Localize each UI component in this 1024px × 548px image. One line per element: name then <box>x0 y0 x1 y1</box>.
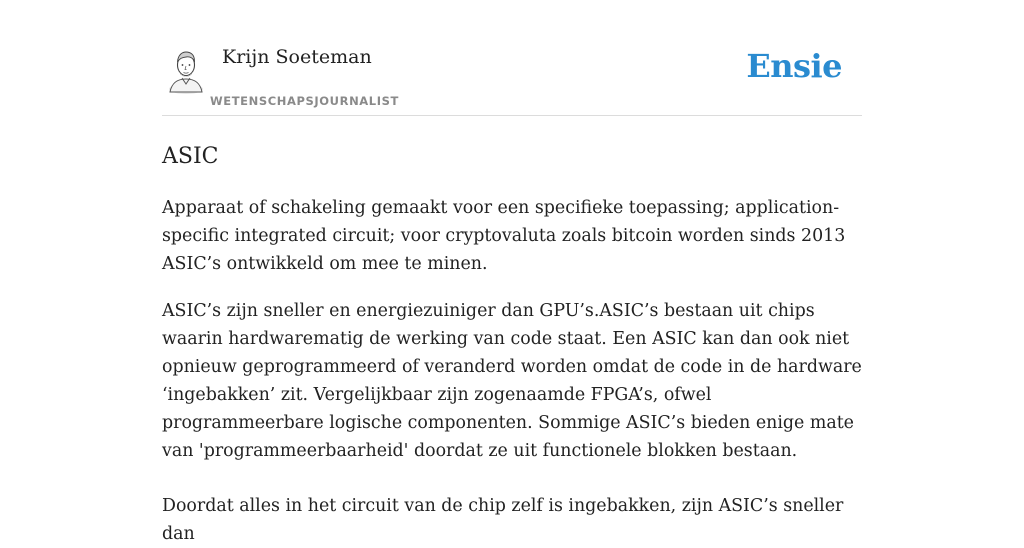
person-sketch-avatar-icon[interactable] <box>164 48 208 92</box>
author-role: WETENSCHAPSJOURNALIST <box>210 94 399 108</box>
entry-header <box>162 0 862 116</box>
body-paragraph: ASIC’s zijn sneller en energiezuiniger dan GPU’s.ASIC’s bestaan uit chips waarin hardwarematig de werking van code staat. Een ASIC kan dan ook niet opnieuw geprogrammeerd of veranderd worden omdat de code in de hardware ‘ingebakken’ zit. Vergelijkbaar zijn zogenaamde FPGA’s, ofwel programmeerbare logische componenten. Sommige ASIC’s bieden enige mate van 'programmeerbaarheid' doordat ze uit functionele blokken bestaan. <box>162 301 862 461</box>
definition-paragraph: Apparaat of schakeling gemaakt voor een specifieke toepassing; application-specific integrated circuit; voor cryptovaluta zoals bitcoin worden sinds 2013 ASIC’s ontwikkeld om mee te minen. <box>162 198 846 274</box>
author-name[interactable]: Krijn Soeteman <box>222 46 372 68</box>
entry-card <box>162 0 862 544</box>
entry-term-title: ASIC <box>162 144 219 169</box>
body-paragraph-continued: Doordat alles in het circuit van de chip zelf is ingebakken, zijn ASIC’s sneller dan <box>162 496 844 544</box>
ensie-logo[interactable]: Ensie <box>746 47 842 85</box>
